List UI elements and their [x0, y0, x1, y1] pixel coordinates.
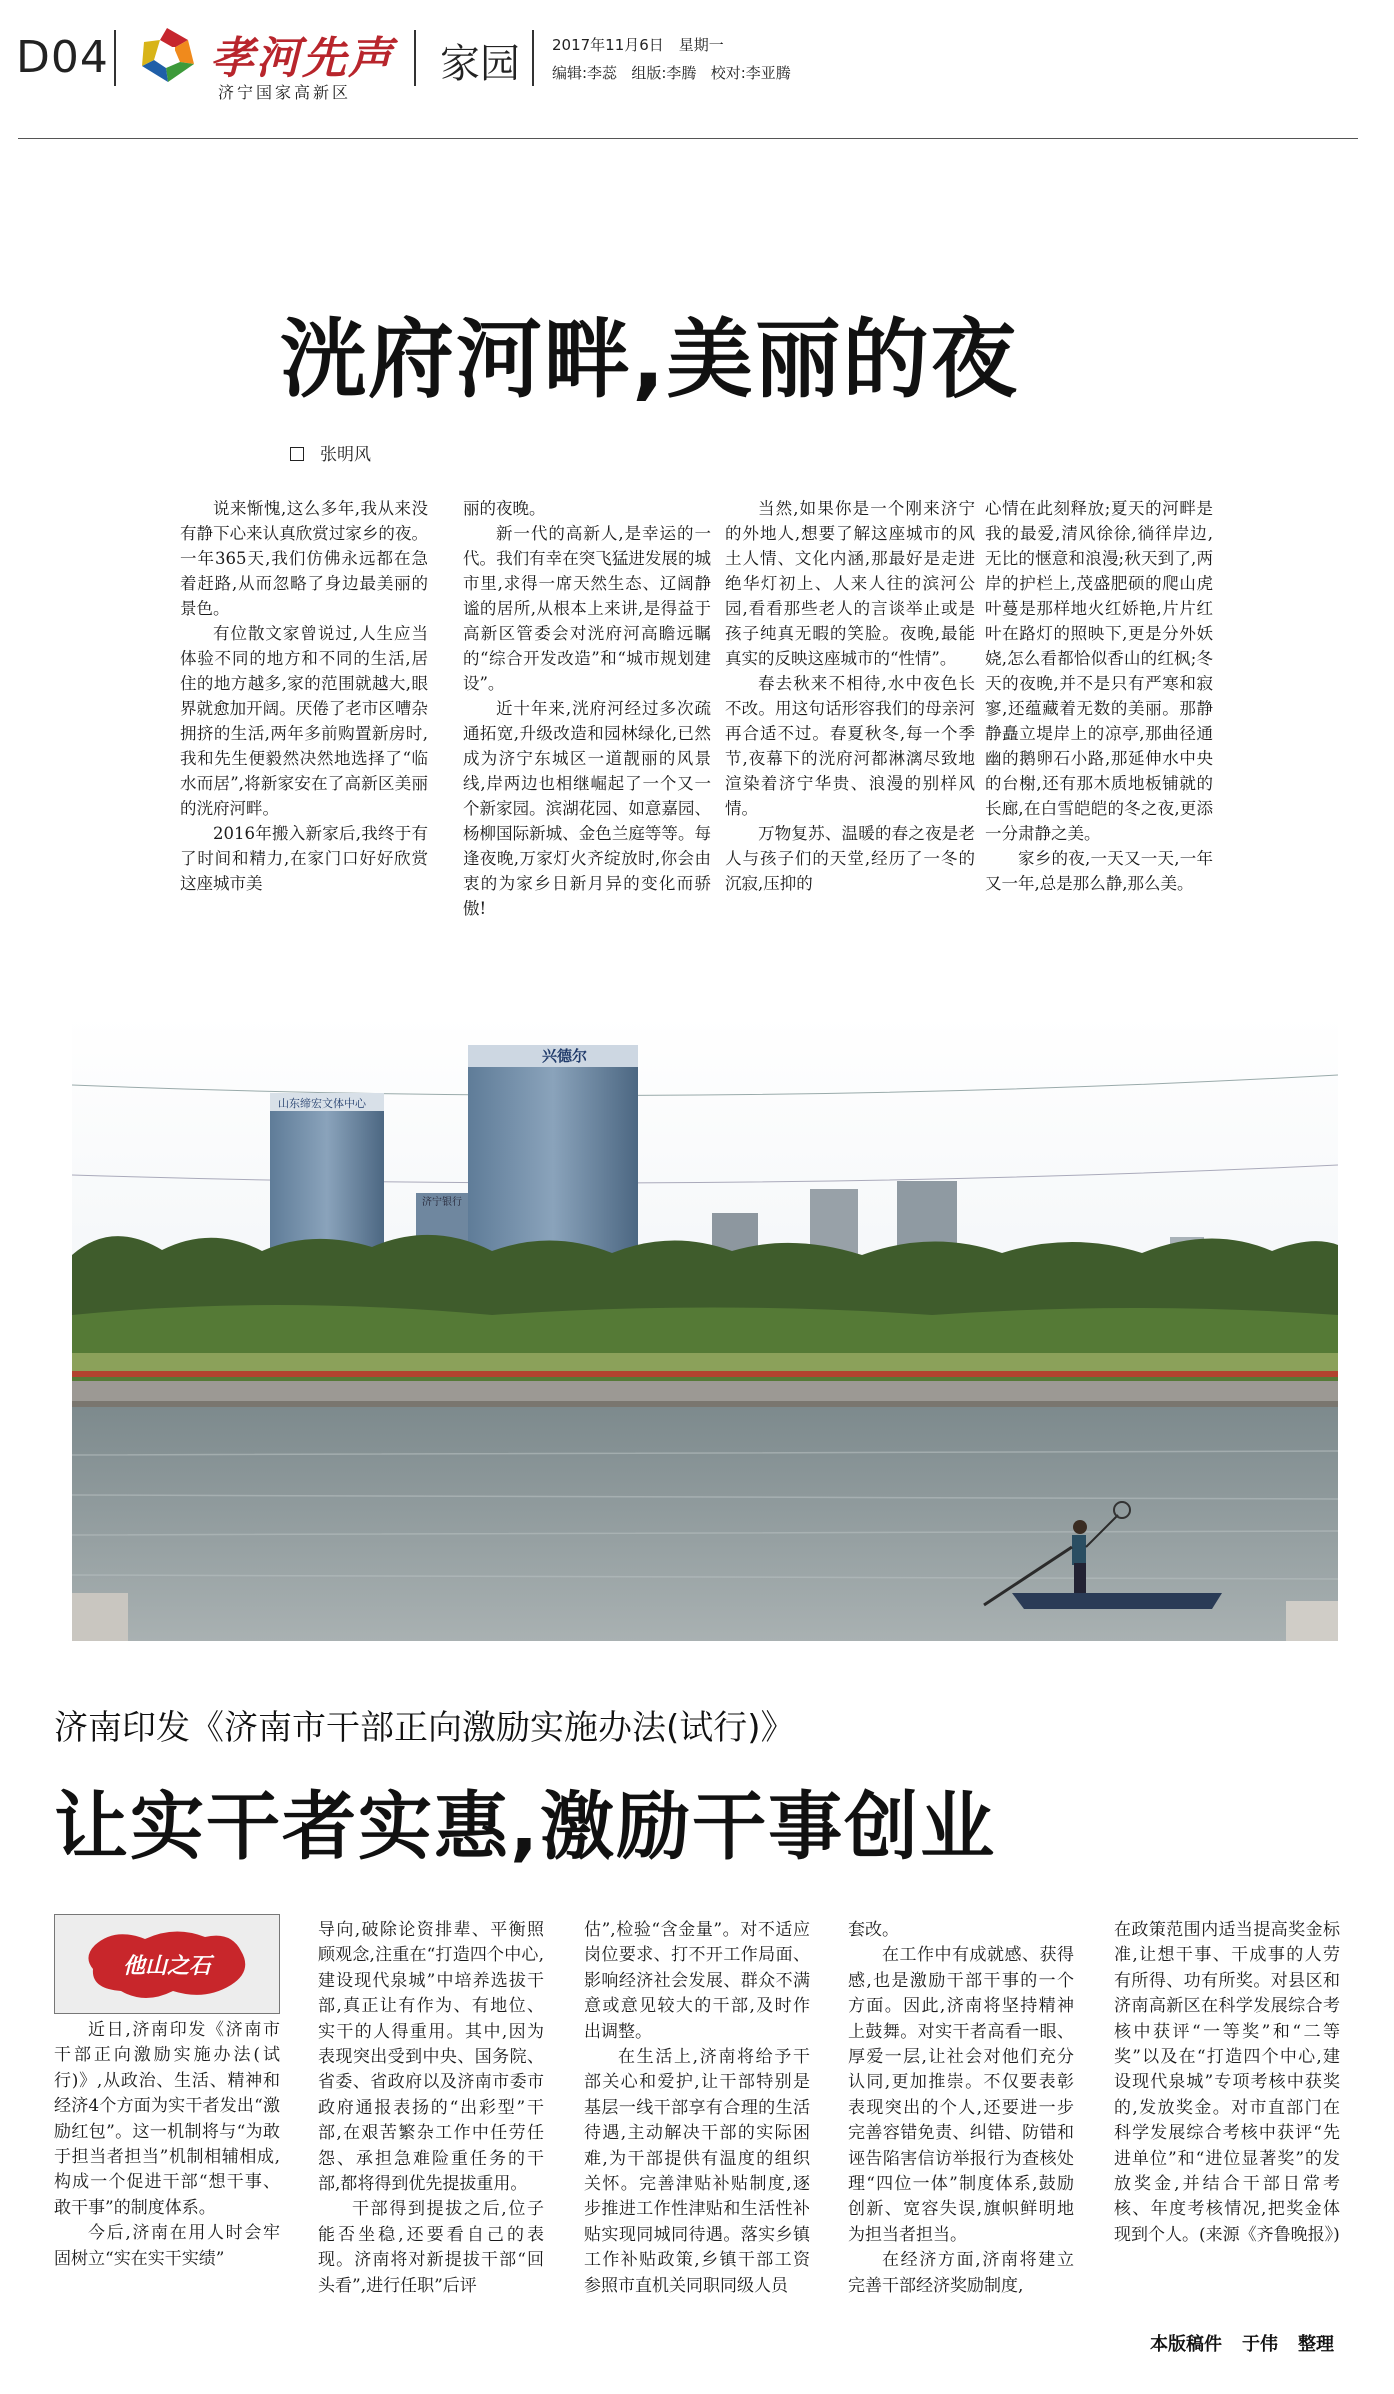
riverside-skyline-image	[72, 1015, 1338, 1641]
paragraph: 当然,如果你是一个刚来济宁的外地人,想要了解这座城市的风土人情、文化内涵,那最好是走进绝华灯初上、人来人往的滨河公园,看看那些老人的言谈举止或是孩子纯真无暇的笑脸。夜晚,最能真实的反映这座城市的“性情”。	[725, 499, 975, 668]
paragraph: 近日,济南印发《济南市干部正向激励实施办法(试行)》,从政治、生活、精神和经济4个方面为实干者发出“激励红包”。这一机制将与“为敢于担当者担当”机制相辅相成,构成一个促进干部“想干事、敢干事”的制度体系。	[54, 2020, 280, 2218]
paragraph: 导向,破除论资排辈、平衡照顾观念,注重在“打造四个中心,建设现代泉城”中培养选拔干部,真正让有作为、有地位、实干的人得重用。其中,因为表现突出受到中央、国务院、省委、省政府以及济南市委市政府通报表扬的“出彩型”干部,在艰苦繁杂工作中任劳任怨、承担急难险重任务的干部,都将得到优先提拔重用。	[318, 1920, 544, 2195]
editor-credits	[552, 62, 791, 83]
building-sign-mid: 兴德尔	[542, 1047, 588, 1065]
paragraph: 在经济方面,济南将建立完善干部经济奖励制度,	[848, 2250, 1074, 2296]
masthead-divider	[114, 30, 116, 86]
credit-editor: 于伟	[1242, 2334, 1278, 2355]
paragraph: 2016年搬入新家后,我终于有了时间和精力,在家门口好好欣赏这座城市美	[180, 824, 428, 893]
newspaper-brand: 孝河先声	[210, 33, 394, 84]
paragraph: 春去秋来不相待,水中夜色长不改。用这句话形容我们的母亲河再合适不过。春夏秋冬,每一个季节,夜幕下的洸府河都淋漓尽致地渲染着济宁华贵、浪漫的别样风情。	[725, 674, 975, 818]
riverside-photo	[72, 1015, 1338, 1641]
article2-column-1	[54, 2018, 280, 2272]
proof-label: 校对:李亚腾	[710, 64, 791, 82]
article2-column-3	[584, 1918, 810, 2299]
article2-headline: 让实干者实惠,激励干事创业	[54, 1784, 997, 1870]
paragraph: 在生活上,济南将给予干部关心和爱护,让干部特别是基层一线干部享有合理的生活待遇,主动解决干部的实际困难,为干部提供有温度的组织关怀。完善津贴补贴制度,逐步推进工作性津贴和生活性补贴实现同城同待遇。落实乡镇工作补贴政策,乡镇干部工资参照市直机关同职同级人员	[584, 2047, 810, 2296]
credit-label: 本版稿件	[1150, 2334, 1222, 2355]
masthead-divider	[532, 30, 534, 86]
paragraph: 今后,济南在用人时会牢固树立“实在实干实绩”	[54, 2223, 280, 2269]
newspaper-logo-icon	[138, 26, 196, 84]
paragraph: 有位散文家曾说过,人生应当体验不同的地方和不同的生活,居住的地方越多,家的范围就越大,眼界就愈加开阔。厌倦了老市区嘈杂拥挤的生活,两年多前购置新房时,我和先生便毅然决然地选择了“临水而居”,将新家安在了高新区美丽的洸府河畔。	[180, 624, 428, 818]
paragraph: 丽的夜晚。	[463, 499, 546, 518]
byline-box-icon	[290, 447, 304, 461]
paragraph: 万物复苏、温暖的春之夜是老人与孩子们的天堂,经历了一冬的沉寂,压抑的	[725, 824, 975, 893]
article1-byline	[290, 440, 371, 465]
editor-label: 编辑:李蕊	[552, 64, 618, 82]
article1-column-2	[463, 496, 711, 921]
column-logo	[54, 1914, 280, 2014]
article1-column-1	[180, 496, 428, 896]
designer-label: 组版:李腾	[631, 64, 697, 82]
article1-headline: 洸府河畔,美丽的夜	[280, 310, 1019, 410]
article1-column-3	[725, 496, 975, 896]
column-logo-emblem-icon	[55, 1915, 279, 2013]
byline-author: 张明风	[320, 445, 371, 465]
credit-role: 整理	[1298, 2334, 1334, 2355]
article1-column-4	[985, 496, 1213, 896]
article2-column-2	[318, 1918, 544, 2299]
paragraph: 在工作中有成就感、获得感,也是激励干部干事的一个方面。因此,济南将坚持精神上鼓舞。对实干者高看一眼、厚爱一层,让社会对他们充分认同,更加推崇。不仅要表彰表现突出的个人,还要进一步完善容错免责、纠错、防错和诬告陷害信访举报行为查核处理“四位一体”制度体系,鼓励创新、宽容失误,旗帜鲜明地为担当者担当。	[848, 1945, 1074, 2245]
newspaper-brand-sub: 济宁国家高新区	[218, 83, 352, 102]
article2-column-5	[1114, 1918, 1340, 2248]
paragraph: 套改。	[848, 1920, 899, 1940]
paragraph: 家乡的夜,一天又一天,一年又一年,总是那么静,那么美。	[985, 849, 1213, 893]
section-name: 家园	[440, 41, 520, 87]
paragraph: 说来惭愧,这么多年,我从来没有静下心来认真欣赏过家乡的夜。一年365天,我们仿佛永远都在急着赶路,从而忽略了身边最美丽的景色。	[180, 499, 428, 618]
masthead-rule	[18, 138, 1358, 139]
article2-column-4	[848, 1918, 1074, 2299]
issue-date: 2017年11月6日 星期一	[552, 36, 724, 54]
page-credit	[1150, 2330, 1334, 2356]
paragraph: 新一代的高新人,是幸运的一代。我们有幸在突飞猛进发展的城市里,求得一席天然生态、辽阔静谧的居所,从根本上来讲,是得益于高新区管委会对洸府河高瞻远瞩的“综合开发改造”和“城市规划建设”。	[463, 524, 711, 693]
paragraph: 干部得到提拔之后,位子能否坐稳,还要看自己的表现。济南将对新提拔干部“回头看”,进行任职”后评	[318, 2199, 544, 2296]
column-logo-text: 他山之石	[122, 1953, 212, 1979]
building-sign-left: 山东缔宏文体中心	[278, 1097, 366, 1110]
paragraph: 在政策范围内适当提高奖金标准,让想干事、干成事的人劳有所得、功有所奖。对县区和济南高新区在科学发展综合考核中获评“一等奖”和“二等奖”以及在“打造四个中心,建设现代泉城”专项考核中获奖的,发放奖金。对市直部门在科学发展综合考核中获评“先进单位”和“进位显著奖”的发放奖金,并结合干部日常考核、年度考核情况,把奖金体现到个人。(来源《齐鲁晚报》)	[1114, 1920, 1340, 2245]
masthead-divider	[414, 30, 416, 86]
paragraph: 估”,检验“含金量”。对不适应岗位要求、打不开工作局面、影响经济社会发展、群众不满意或意见较大的干部,及时作出调整。	[584, 1920, 810, 2042]
paragraph: 近十年来,洸府河经过多次疏通拓宽,升级改造和园林绿化,已然成为济宁东城区一道靓丽的风景线,岸两边也相继崛起了一个又一个新家园。滨湖花园、如意嘉园、杨柳国际新城、金色兰庭等等。每逢夜晚,万家灯火齐绽放时,你会由衷的为家乡日新月异的变化而骄傲!	[463, 699, 711, 918]
paragraph: 心情在此刻释放;夏天的河畔是我的最爱,清风徐徐,徜徉岸边,无比的惬意和浪漫;秋天到了,两岸的护栏上,茂盛肥硕的爬山虎叶蔓是那样地火红娇艳,片片红叶在路灯的照映下,更是分外妖娆,怎么看都恰似香山的红枫;冬天的夜晚,并不是只有严寒和寂寥,还蕴藏着无数的美丽。那静静矗立堤岸上的凉亭,那曲径通幽的鹅卵石小路,那延伸水中央的台榭,还有那木质地板铺就的长廊,在白雪皑皑的冬之夜,更添一分肃静之美。	[985, 499, 1213, 843]
page-number: D04	[16, 32, 109, 83]
building-sign-small: 济宁银行	[422, 1197, 462, 1208]
article2-kicker: 济南印发《济南市干部正向激励实施办法(试行)》	[54, 1708, 795, 1748]
